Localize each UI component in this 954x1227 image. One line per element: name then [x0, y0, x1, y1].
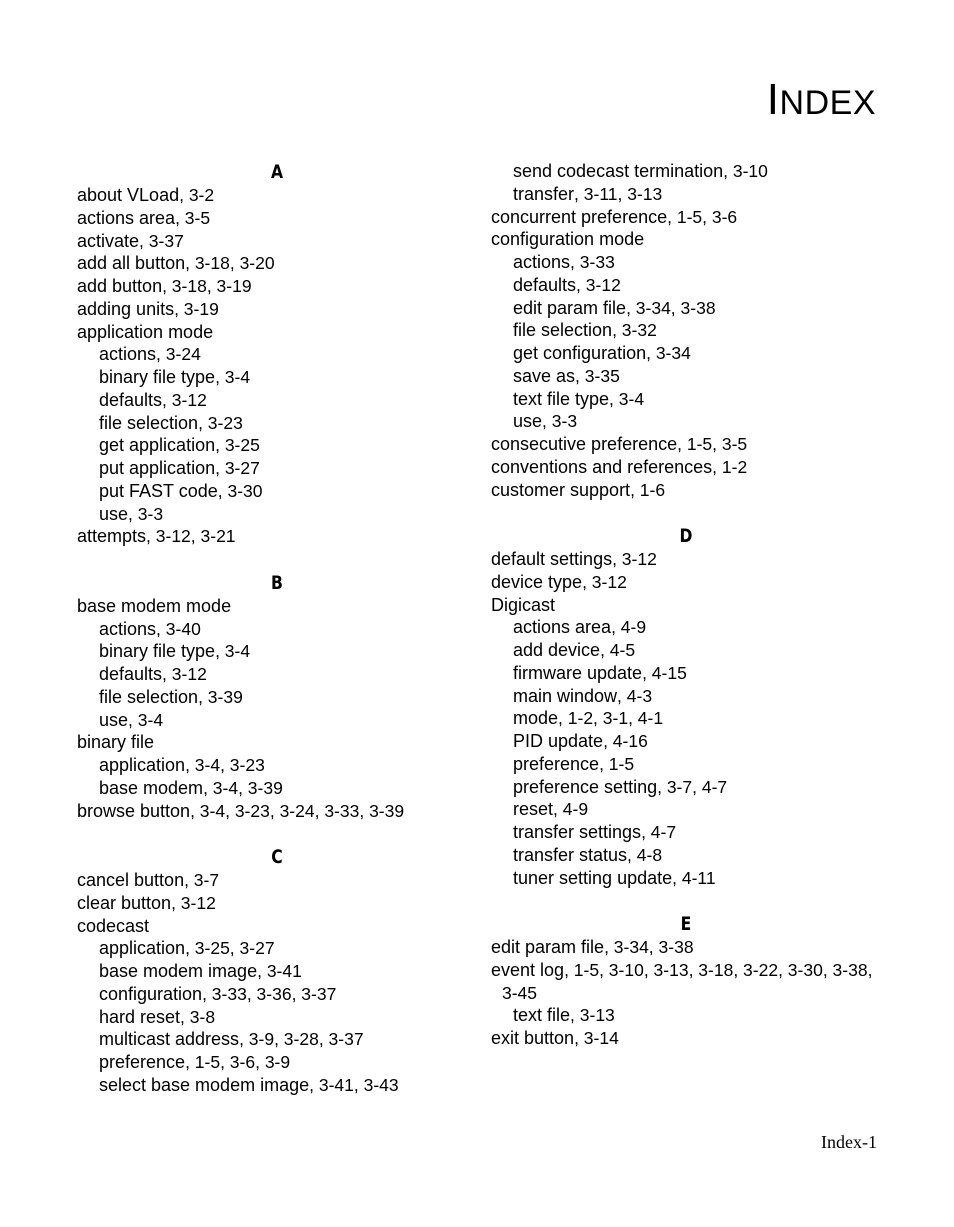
index-subentry	[491, 685, 881, 708]
index-subentry	[77, 457, 477, 480]
index-term: transfer	[513, 183, 575, 204]
index-subentry	[491, 867, 881, 890]
index-page-refs[interactable]: , 3-9, 3-28, 3-37	[239, 1029, 364, 1050]
index-page-refs[interactable]: , 3-40	[156, 618, 201, 639]
title-rest: NDEX	[779, 84, 876, 122]
index-column-left	[77, 160, 477, 1097]
section-letter: D	[679, 525, 693, 547]
index-page-refs[interactable]: , 3-3	[542, 411, 578, 432]
index-term: base modem	[99, 777, 204, 798]
index-term: firmware update	[513, 662, 643, 683]
index-page-refs[interactable]: , 3-34, 3-38	[604, 937, 694, 957]
index-page-refs[interactable]: , 3-3	[128, 503, 164, 524]
index-entry	[77, 321, 477, 344]
index-page-refs[interactable]: , 3-25	[215, 435, 260, 456]
index-page-refs[interactable]: , 4-15	[642, 662, 687, 683]
index-term: multicast address	[99, 1029, 240, 1050]
index-subentry	[491, 319, 881, 342]
section-spacer	[491, 501, 881, 524]
index-page-refs[interactable]: , 4-11	[672, 867, 716, 888]
index-term: hard reset	[99, 1006, 181, 1027]
index-subentry	[491, 707, 881, 730]
index-term: adding units	[77, 298, 175, 319]
index-term: application	[99, 755, 186, 775]
index-page-refs[interactable]: , 1-2	[712, 456, 748, 477]
index-term: text file type	[513, 388, 610, 409]
index-subentry	[77, 960, 477, 983]
index-term: binary file	[77, 732, 155, 753]
index-entry	[77, 892, 477, 915]
index-term: base modem image	[99, 961, 258, 981]
index-term: actions	[99, 618, 157, 639]
index-term: use	[99, 709, 129, 730]
title-initial: I	[766, 75, 780, 124]
index-term: application mode	[77, 321, 214, 342]
index-subentry	[77, 412, 477, 435]
index-subentry	[77, 480, 477, 503]
index-term: defaults	[99, 389, 163, 410]
index-term: default settings	[491, 549, 613, 569]
index-subentry	[77, 663, 477, 686]
index-term: configuration	[99, 983, 203, 1004]
index-term: application	[99, 938, 186, 959]
index-subentry	[491, 365, 881, 388]
section-spacer	[77, 548, 477, 571]
index-page-refs[interactable]: , 4-5	[600, 640, 636, 660]
index-page-refs[interactable]: , 4-16	[603, 731, 648, 751]
index-page-refs[interactable]: , 4-9	[553, 799, 589, 820]
index-subentry	[491, 251, 881, 274]
index-subentry	[77, 777, 477, 800]
index-subentry	[491, 183, 881, 206]
section-letter: C	[271, 846, 283, 868]
index-page-refs[interactable]: , 3-12	[582, 571, 627, 592]
index-entry	[77, 275, 477, 298]
index-page-refs[interactable]: , 3-12	[162, 389, 207, 410]
index-page-refs[interactable]: , 1-6	[630, 479, 666, 500]
index-page-refs[interactable]: , 3-24	[156, 344, 201, 365]
index-term: defaults	[99, 664, 163, 684]
index-subentry	[77, 754, 477, 777]
index-entry	[491, 206, 881, 229]
index-subentry	[77, 983, 477, 1006]
index-term: conventions and references	[491, 456, 713, 477]
index-page-refs[interactable]: , 1-5, 3-6	[667, 206, 738, 227]
index-term: actions area	[77, 207, 176, 228]
index-page-refs[interactable]: , 3-41	[257, 961, 302, 981]
index-page-refs[interactable]: , 3-4	[128, 709, 164, 730]
index-term: defaults	[513, 274, 577, 295]
index-term: use	[99, 503, 129, 524]
index-term: device type	[491, 571, 583, 592]
index-page-refs[interactable]: , 3-11, 3-13	[574, 183, 663, 204]
index-term: actions	[99, 344, 157, 365]
index-term: about VLoad	[77, 185, 180, 205]
index-entry	[77, 252, 477, 275]
index-page-refs[interactable]: , 3-14	[574, 1028, 619, 1048]
index-term: put FAST code	[99, 480, 218, 501]
index-term: consecutive preference	[491, 434, 678, 454]
index-term: PID update	[513, 731, 604, 751]
index-term: add device	[513, 640, 601, 660]
index-page-refs[interactable]: , 3-23	[198, 412, 243, 433]
index-term: transfer settings	[513, 822, 642, 842]
section-letter: B	[271, 571, 283, 594]
index-term: edit param file	[491, 937, 605, 957]
index-entry	[77, 595, 477, 618]
index-term: event log	[491, 959, 565, 980]
index-term: reset	[513, 799, 554, 820]
index-entry	[491, 228, 881, 251]
index-page-refs[interactable]: , 3-4	[215, 641, 251, 662]
index-term: binary file type	[99, 367, 216, 387]
index-subentry	[491, 616, 881, 639]
index-term: edit param file	[513, 297, 627, 318]
index-term: select base modem image	[99, 1074, 310, 1095]
index-page-refs[interactable]: , 3-19	[174, 298, 219, 319]
index-term: Digicast	[491, 594, 556, 615]
index-term: tuner setting update	[513, 867, 673, 888]
index-page-refs[interactable]: , 3-12	[576, 274, 621, 295]
index-term: clear button	[77, 892, 172, 913]
index-page-refs[interactable]: , 3-2	[179, 185, 215, 205]
index-term: attempts	[77, 526, 147, 547]
index-subentry	[491, 844, 881, 867]
index-subentry	[491, 1004, 881, 1027]
index-page-refs[interactable]: , 3-34	[646, 343, 691, 363]
index-subentry	[77, 937, 477, 960]
index-page-refs[interactable]: , 3-37	[139, 230, 184, 251]
index-page-refs[interactable]: , 4-8	[627, 844, 663, 865]
index-subentry	[491, 160, 881, 183]
index-page-refs[interactable]: , 3-12	[612, 549, 657, 569]
index-term: preference setting	[513, 776, 658, 797]
index-subentry	[77, 434, 477, 457]
index-entry	[491, 936, 881, 959]
index-entry	[491, 1027, 881, 1050]
index-page-refs[interactable]: , 3-30	[217, 480, 263, 501]
index-subentry	[77, 640, 477, 663]
index-entry	[77, 230, 477, 253]
index-entry	[77, 525, 477, 548]
index-term: activate	[77, 230, 140, 251]
index-term: binary file type	[99, 641, 216, 662]
index-subentry	[77, 503, 477, 526]
index-term: use	[513, 411, 543, 432]
index-column-right	[491, 160, 881, 1050]
index-page-refs[interactable]: , 3-10	[723, 161, 768, 181]
index-page-refs[interactable]: , 3-12, 3-21	[146, 526, 236, 547]
index-term: concurrent preference	[491, 206, 668, 227]
index-entry	[77, 915, 477, 938]
index-term: file selection	[99, 412, 199, 433]
index-term: exit button	[491, 1028, 575, 1048]
index-term: actions	[513, 252, 571, 272]
index-subentry	[491, 821, 881, 844]
index-term: preference	[513, 753, 600, 774]
index-term: get configuration	[513, 343, 647, 363]
index-page-refs[interactable]: , 3-18, 3-20	[185, 253, 275, 274]
index-page-refs[interactable]: , 1-5, 3-5	[677, 434, 748, 454]
page-title	[766, 75, 876, 124]
index-subentry	[77, 343, 477, 366]
index-entry	[77, 184, 477, 207]
index-subentry	[77, 1051, 477, 1074]
section-spacer	[491, 889, 881, 912]
index-term: base modem mode	[77, 595, 232, 616]
index-subentry	[77, 618, 477, 641]
index-subentry	[77, 1074, 477, 1097]
index-subentry	[491, 388, 881, 411]
index-subentry	[77, 709, 477, 732]
index-term: add button	[77, 276, 163, 296]
index-subentry	[491, 753, 881, 776]
index-page-refs[interactable]: , 1-5, 3-6, 3-9	[185, 1052, 291, 1072]
index-entry	[77, 800, 477, 823]
index-entry	[77, 731, 477, 754]
index-term: codecast	[77, 915, 150, 936]
index-entry	[491, 456, 881, 479]
index-page-refs[interactable]: , 3-13	[570, 1005, 615, 1026]
index-subentry	[491, 297, 881, 320]
index-page-refs[interactable]: , 3-5	[175, 207, 211, 228]
index-entry	[491, 433, 881, 456]
section-letter: E	[680, 913, 692, 935]
index-page-refs[interactable]: , 1-5	[599, 753, 635, 774]
index-subentry	[77, 389, 477, 412]
index-page-refs[interactable]: , 3-4	[609, 388, 645, 409]
index-term: configuration mode	[491, 229, 645, 250]
index-subentry	[491, 730, 881, 753]
index-term: file selection	[513, 320, 613, 341]
index-subentry	[77, 366, 477, 389]
index-term: file selection	[99, 686, 199, 707]
index-page-refs[interactable]: , 3-35	[575, 365, 620, 386]
index-entry	[77, 869, 477, 892]
index-page-refs[interactable]: , 3-7, 4-7	[657, 776, 728, 797]
index-entry	[491, 548, 881, 571]
index-page-refs[interactable]: , 3-4, 3-23	[185, 755, 265, 775]
index-term: get application	[99, 435, 216, 456]
index-entry	[77, 298, 477, 321]
index-page-refs[interactable]: , 3-39	[198, 686, 243, 707]
index-page-refs[interactable]: , 3-12	[171, 892, 216, 913]
index-subentry	[491, 274, 881, 297]
index-page-refs[interactable]: , 4-9	[611, 617, 647, 638]
index-subentry	[77, 686, 477, 709]
index-term: preference	[99, 1052, 186, 1072]
index-subentry	[491, 342, 881, 365]
index-page-refs[interactable]: , 3-18, 3-19	[162, 276, 252, 296]
index-term: send codecast termination	[513, 161, 724, 181]
index-page-refs[interactable]: , 3-25, 3-27	[185, 938, 275, 959]
index-page-refs[interactable]: , 3-34, 3-38	[626, 297, 716, 318]
index-entry	[491, 479, 881, 502]
index-page-refs[interactable]: , 3-33, 3-36, 3-37	[202, 983, 337, 1004]
index-term: actions area	[513, 617, 612, 638]
index-entry	[77, 207, 477, 230]
index-page-refs[interactable]: , 3-4, 3-39	[203, 777, 283, 798]
index-entry	[491, 594, 881, 617]
section-spacer	[77, 822, 477, 845]
index-subentry	[491, 639, 881, 662]
index-term: text file	[513, 1005, 571, 1026]
index-term: save as	[513, 365, 576, 386]
index-subentry	[491, 798, 881, 821]
index-page-refs[interactable]: , 3-27	[215, 458, 260, 478]
index-subentry	[491, 776, 881, 799]
section-letter: A	[270, 161, 284, 183]
index-page-refs[interactable]: , 4-7	[641, 822, 677, 842]
index-page-refs[interactable]: , 3-4	[215, 367, 251, 387]
index-page-refs[interactable]: , 3-12	[162, 664, 207, 684]
index-term: cancel button	[77, 870, 185, 890]
index-page-refs[interactable]: , 1-5, 3-10, 3-13, 3-18, 3-22, 3-30, 3-38, 3-45	[502, 959, 873, 1003]
index-page-refs[interactable]: , 3-33	[570, 252, 615, 272]
index-page-refs[interactable]: , 4-3	[617, 685, 653, 706]
index-term: customer support	[491, 479, 631, 500]
index-page-refs[interactable]: , 1-2, 3-1, 4-1	[558, 708, 664, 729]
index-term: browse button	[77, 800, 191, 821]
index-term: put application	[99, 458, 216, 478]
index-entry	[491, 571, 881, 594]
page-number: Index-1	[821, 1132, 877, 1152]
index-subentry	[491, 662, 881, 685]
index-page-refs[interactable]: , 3-32	[612, 320, 657, 341]
index-subentry	[77, 1006, 477, 1029]
index-page-refs[interactable]: , 3-41, 3-43	[309, 1074, 399, 1095]
index-term: transfer status	[513, 844, 628, 865]
index-subentry	[77, 1028, 477, 1051]
index-page-refs[interactable]: , 3-7	[184, 870, 220, 890]
index-page-refs[interactable]: , 3-8	[180, 1006, 216, 1027]
index-term: main window	[513, 685, 618, 706]
index-page-refs[interactable]: , 3-4, 3-23, 3-24, 3-33, 3-39	[190, 800, 405, 821]
index-term: add all button	[77, 253, 186, 274]
index-entry	[491, 959, 881, 1005]
index-subentry	[491, 410, 881, 433]
index-term: mode	[513, 708, 559, 729]
